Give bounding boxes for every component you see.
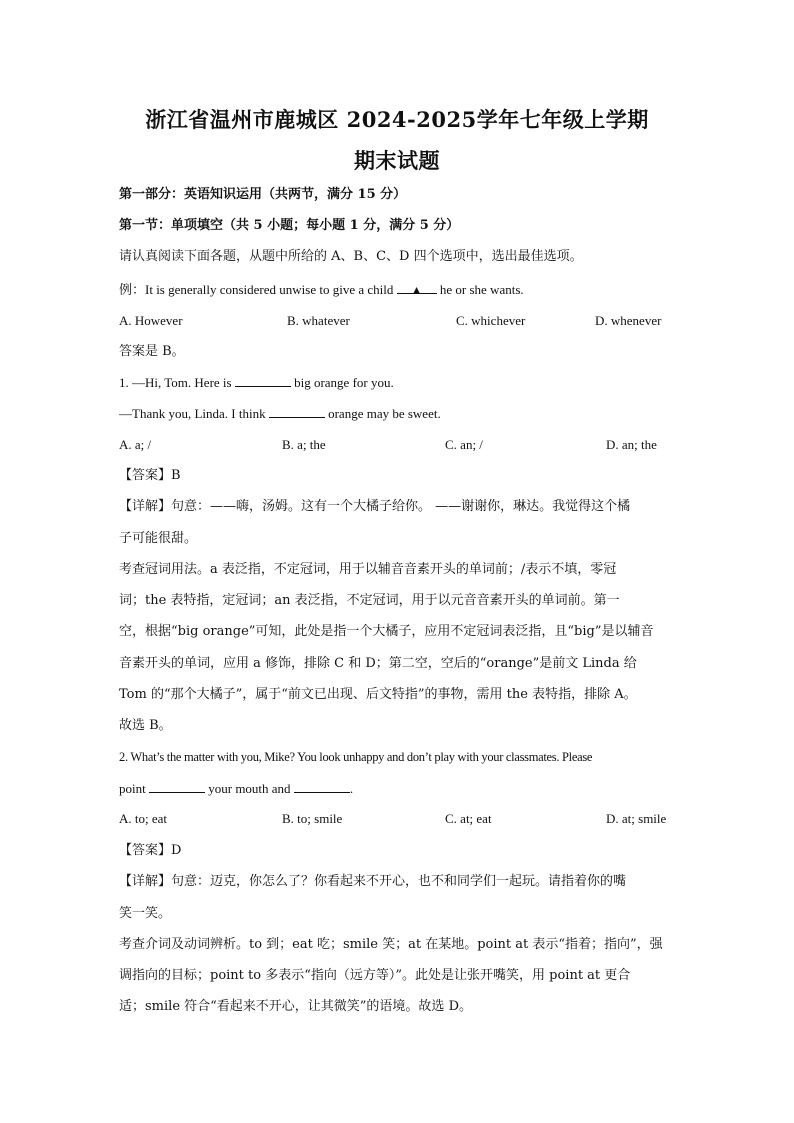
q1-option-c: C. an; / bbox=[445, 437, 483, 452]
q1-line1-start: 1. —Hi, Tom. Here is bbox=[119, 375, 232, 390]
q1-detail-line: 词；the 表特指，定冠词；an 表泛指，不定冠词，用于以元音音素开头的单词前。第一 bbox=[119, 593, 620, 608]
q1-line2-start: —Thank you, Linda. I think bbox=[119, 406, 266, 421]
q1-detail-line: 子可能很甜。 bbox=[119, 531, 198, 546]
q1-option-b: B. a; the bbox=[282, 437, 326, 452]
q2-line2-mid: your mouth and bbox=[208, 781, 291, 796]
example-marker: ▲ bbox=[410, 283, 423, 297]
section1-heading: 第一节：单项填空（共 5 小题；每小题 1 分，满分 5 分） bbox=[119, 218, 460, 233]
q1-detail-line: 音素开头的单词，应用 a 修饰，排除 C 和 D；第二空，空后的“orange”是前文 Linda 给 bbox=[119, 656, 637, 671]
q2-line2-start: point bbox=[119, 781, 146, 796]
q2-answer: 【答案】D bbox=[119, 843, 182, 858]
example-option-a: A. However bbox=[119, 313, 183, 328]
example-option-c: C. whichever bbox=[456, 313, 526, 328]
q2-option-d: D. at; smile bbox=[606, 811, 667, 826]
q2-blank1 bbox=[149, 780, 205, 793]
q1-detail-line: 【详解】句意：——嗨，汤姆。这有一个大橘子给你。 ——谢谢你，琳达。我觉得这个橘 bbox=[119, 499, 631, 514]
example-question bbox=[119, 281, 679, 299]
q2-option-a: A. to; eat bbox=[119, 811, 168, 826]
part1-heading: 第一部分：英语知识运用（共两节，满分 15 分） bbox=[119, 187, 407, 202]
example-suffix: he or she wants. bbox=[439, 282, 524, 297]
q1-line1-end: big orange for you. bbox=[294, 375, 394, 390]
example-option-b: B. whatever bbox=[287, 313, 350, 328]
instruction-text: 请认真阅读下面各题，从题中所给的 A、B、C、D 四个选项中，选出最佳选项。 bbox=[119, 249, 583, 264]
q2-detail-line: 适；smile 符合“看起来不开心，让其微笑”的语境。故选 D。 bbox=[119, 999, 472, 1014]
q1-option-a: A. a; / bbox=[119, 437, 152, 452]
q1-line2-end: orange may be sweet. bbox=[328, 406, 441, 421]
q2-line2-end: . bbox=[349, 781, 354, 796]
q1-blank2 bbox=[269, 405, 325, 418]
q2-option-c: C. at; eat bbox=[445, 811, 492, 826]
q1-blank1 bbox=[235, 374, 291, 387]
q2-detail-line: 【详解】句意：迈克，你怎么了？你看起来不开心，也不和同学们一起玩。请指着你的嘴 bbox=[119, 874, 627, 889]
q2-line1: 2. What’s the matter with you, Mike? You look unhappy and don’t play with your classmates. Please bbox=[119, 750, 593, 764]
q2-line2 bbox=[119, 780, 679, 798]
example-prefix: 例：It is generally considered unwise to give a child bbox=[119, 282, 394, 297]
q1-line2 bbox=[119, 405, 679, 423]
exam-title-line2: 期末试题 bbox=[354, 148, 440, 173]
q1-detail-line: 考查冠词用法。a 表泛指，不定冠词，用于以辅音音素开头的单词前；/表示不填，零冠 bbox=[119, 562, 617, 577]
q1-detail-line: 空，根据“big orange”可知，此处是指一个大橘子，应用不定冠词表泛指，且“big”是以辅音 bbox=[119, 624, 654, 639]
example-option-d: D. whenever bbox=[595, 313, 662, 328]
q1-option-d: D. an; the bbox=[606, 437, 657, 452]
q2-detail-line: 调指向的目标；point to 多表示“指向（远方等）”。此处是让张开嘴笑，用 point at 更合 bbox=[119, 968, 631, 983]
example-answer: 答案是 B。 bbox=[119, 344, 185, 359]
q2-blank2 bbox=[294, 780, 350, 793]
q2-detail-line: 考查介词及动词辨析。to 到；eat 吃；smile 笑；at 在某地。point at 表示“指着；指向”，强 bbox=[119, 937, 663, 952]
example-blank bbox=[397, 281, 437, 297]
q1-line1 bbox=[119, 374, 679, 392]
q1-detail-line: 故选 B。 bbox=[119, 718, 172, 733]
q1-answer: 【答案】B bbox=[119, 468, 181, 483]
exam-title-line1: 浙江省温州市鹿城区 2024-2025学年七年级上学期 bbox=[145, 107, 649, 132]
q2-detail-line: 笑一笑。 bbox=[119, 906, 172, 921]
q2-option-b: B. to; smile bbox=[282, 811, 343, 826]
q1-detail-line: Tom 的“那个大橘子”，属于“前文已出现、后文特指”的事物，需用 the 表特指，排除 A。 bbox=[119, 687, 637, 702]
